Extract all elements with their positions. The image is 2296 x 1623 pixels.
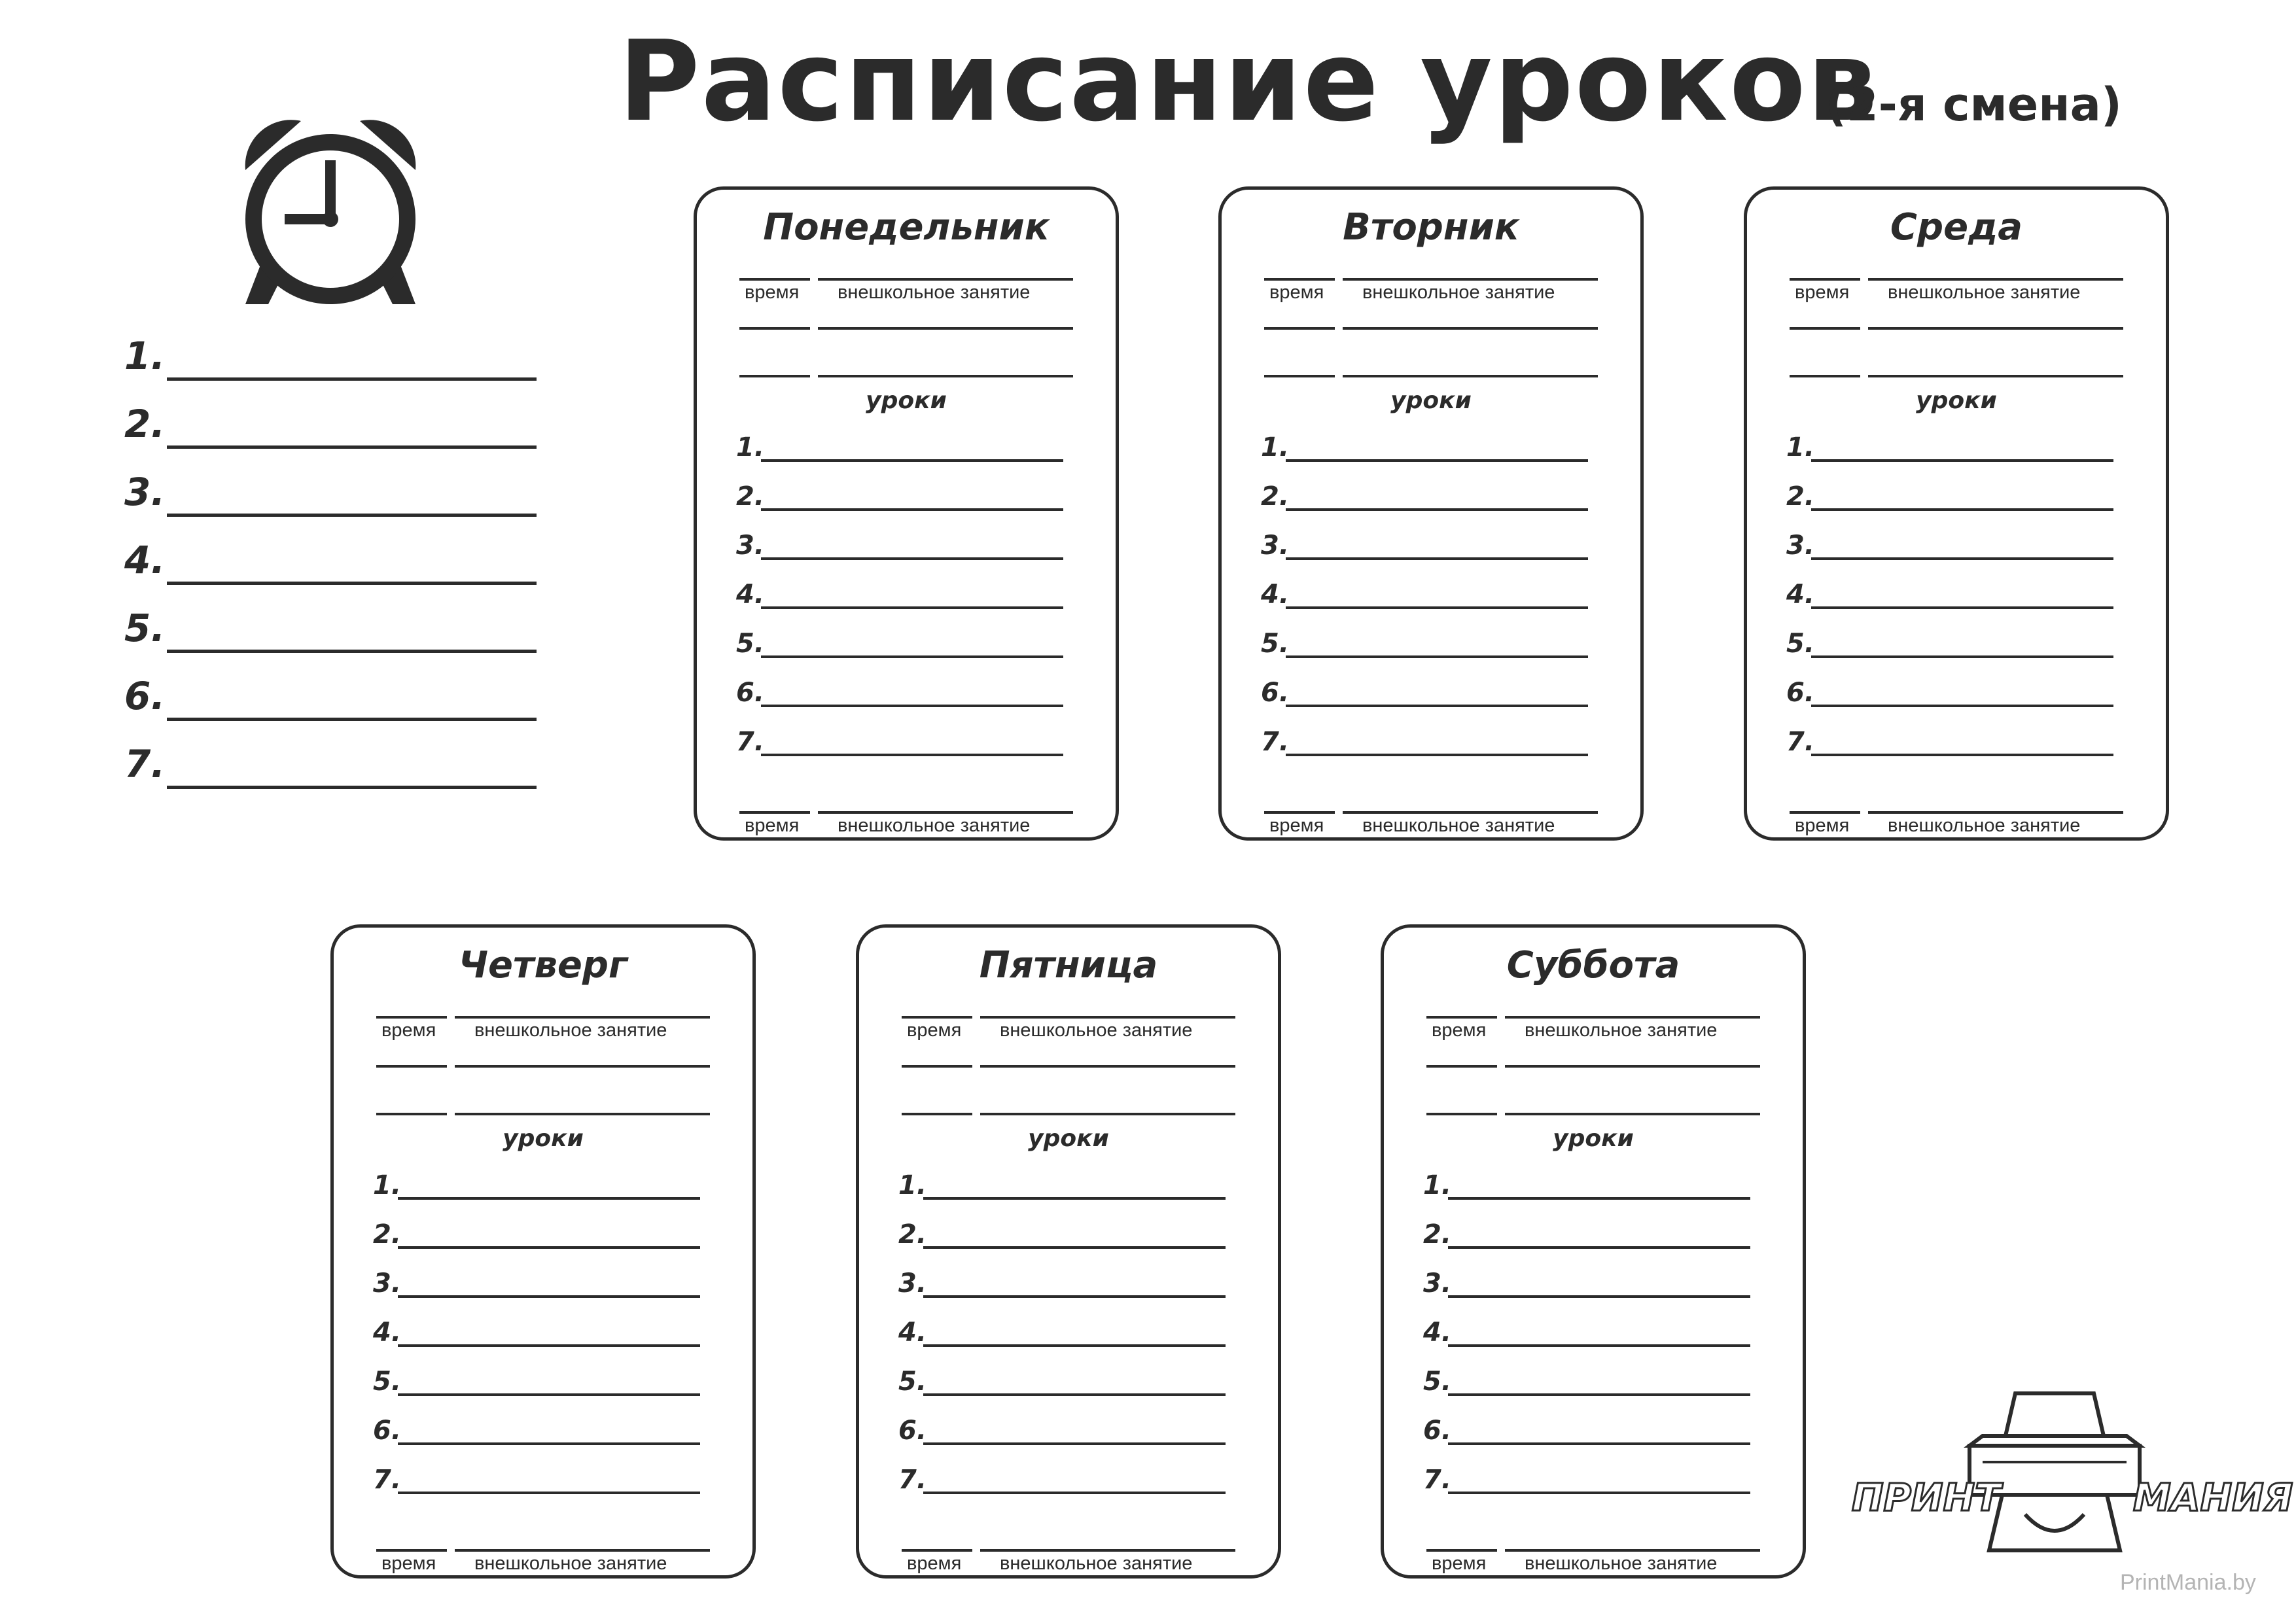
lesson-row xyxy=(1786,481,2133,520)
lesson-row xyxy=(1786,726,2133,765)
lesson-field[interactable] xyxy=(1448,1344,1750,1347)
time-label: время xyxy=(907,1020,962,1041)
lesson-field[interactable] xyxy=(1811,508,2113,511)
lesson-number: 1. xyxy=(1261,432,1290,462)
activity-header-bottom xyxy=(1790,811,2130,837)
lesson-number: 7. xyxy=(1261,727,1290,757)
time-field[interactable] xyxy=(1426,1065,1497,1068)
activity-label: внешкольное занятие xyxy=(1000,1020,1193,1041)
lesson-row xyxy=(898,1170,1245,1209)
lesson-number: 1. xyxy=(1423,1170,1452,1200)
activity-field[interactable] xyxy=(818,375,1073,377)
lesson-field[interactable] xyxy=(1448,1246,1750,1249)
activity-header-bottom xyxy=(1264,811,1604,837)
activity-label: внешкольное занятие xyxy=(838,815,1031,836)
time-line[interactable] xyxy=(739,278,810,281)
day-card-tuesday xyxy=(1218,186,1644,841)
lesson-row xyxy=(1786,530,2133,569)
activity-header-top xyxy=(739,278,1080,304)
activity-header-top xyxy=(1426,1016,1767,1042)
time-label: время xyxy=(1269,282,1324,303)
bell-row xyxy=(124,534,543,602)
lesson-field[interactable] xyxy=(761,508,1063,511)
activity-entry-row xyxy=(902,1113,1242,1117)
activity-header-top xyxy=(902,1016,1242,1042)
lesson-row xyxy=(1423,1317,1770,1356)
lesson-field[interactable] xyxy=(761,459,1063,462)
lesson-row xyxy=(1423,1170,1770,1209)
lesson-row xyxy=(1261,677,1608,716)
lesson-field[interactable] xyxy=(923,1295,1226,1298)
lesson-field[interactable] xyxy=(398,1492,700,1494)
lesson-number: 2. xyxy=(1786,481,1815,512)
lesson-row xyxy=(1786,432,2133,471)
lesson-number: 3. xyxy=(1786,531,1815,561)
lesson-number: 6. xyxy=(1423,1416,1452,1446)
day-card-saturday xyxy=(1381,924,1806,1579)
bell-row-number: 1. xyxy=(124,334,166,378)
lesson-field[interactable] xyxy=(761,557,1063,560)
bell-schedule xyxy=(124,330,543,807)
bell-time-field[interactable] xyxy=(167,650,537,653)
lesson-row xyxy=(373,1219,720,1258)
activity-entry-row xyxy=(739,375,1080,379)
time-line[interactable] xyxy=(902,1016,972,1019)
activity-label: внешкольное занятие xyxy=(1362,815,1555,836)
time-field[interactable] xyxy=(1264,327,1335,330)
lesson-field[interactable] xyxy=(761,655,1063,658)
bell-row xyxy=(124,602,543,671)
activity-field[interactable] xyxy=(818,327,1073,330)
page-title: Расписание уроков xyxy=(618,17,1879,147)
lesson-row xyxy=(736,481,1083,520)
lesson-row xyxy=(1261,579,1608,618)
activity-header-bottom xyxy=(902,1549,1242,1575)
activity-line[interactable] xyxy=(818,278,1073,281)
lesson-row xyxy=(1423,1415,1770,1454)
lesson-number: 7. xyxy=(898,1465,927,1495)
activity-field[interactable] xyxy=(980,1113,1235,1115)
activity-line[interactable] xyxy=(1343,811,1598,814)
bell-time-field[interactable] xyxy=(167,377,537,381)
lesson-number: 1. xyxy=(373,1170,402,1200)
lesson-field[interactable] xyxy=(1448,1492,1750,1494)
lesson-row xyxy=(1261,726,1608,765)
time-field[interactable] xyxy=(376,1065,447,1068)
time-label: время xyxy=(1432,1020,1487,1041)
lesson-number: 3. xyxy=(1423,1268,1452,1299)
lesson-number: 5. xyxy=(898,1367,927,1397)
lesson-row xyxy=(736,579,1083,618)
time-field[interactable] xyxy=(739,327,810,330)
lesson-number: 5. xyxy=(736,629,765,659)
lesson-row xyxy=(736,432,1083,471)
day-title: Среда xyxy=(1890,206,2023,249)
watermark: PrintMania.by xyxy=(2120,1570,2256,1595)
alarm-clock-icon xyxy=(232,108,429,317)
time-label: время xyxy=(1795,282,1850,303)
lesson-field[interactable] xyxy=(398,1344,700,1347)
bell-time-field[interactable] xyxy=(167,582,537,585)
bell-row xyxy=(124,466,543,534)
time-field[interactable] xyxy=(739,375,810,377)
lesson-row xyxy=(736,677,1083,716)
bell-row-number: 6. xyxy=(124,674,166,718)
lesson-field[interactable] xyxy=(1811,655,2113,658)
lesson-number: 7. xyxy=(373,1465,402,1495)
time-line[interactable] xyxy=(376,1549,447,1552)
lesson-row xyxy=(373,1366,720,1405)
activity-label: внешкольное занятие xyxy=(1000,1553,1193,1574)
day-title: Пятница xyxy=(979,944,1158,986)
lesson-number: 3. xyxy=(736,531,765,561)
lesson-field[interactable] xyxy=(1448,1197,1750,1200)
lesson-number: 5. xyxy=(1423,1367,1452,1397)
logo-text-right: МАНИЯ xyxy=(2133,1475,2293,1520)
activity-header-top xyxy=(1790,278,2130,304)
bell-time-field[interactable] xyxy=(167,445,537,449)
activity-label: внешкольное занятие xyxy=(1888,282,2081,303)
time-line[interactable] xyxy=(1264,278,1335,281)
lessons-label: уроки xyxy=(1390,387,1472,414)
lesson-row xyxy=(1261,432,1608,471)
lessons-label: уроки xyxy=(1028,1125,1109,1152)
time-field[interactable] xyxy=(1790,375,1860,377)
lesson-number: 2. xyxy=(1261,481,1290,512)
lesson-row xyxy=(898,1366,1245,1405)
lesson-number: 4. xyxy=(898,1318,927,1348)
time-label: время xyxy=(745,282,800,303)
lessons-label: уроки xyxy=(866,387,947,414)
lesson-row xyxy=(1423,1366,1770,1405)
lesson-row xyxy=(898,1317,1245,1356)
lesson-number: 6. xyxy=(736,678,765,708)
lesson-row xyxy=(1786,579,2133,618)
lesson-number: 4. xyxy=(1261,580,1290,610)
lesson-number: 3. xyxy=(898,1268,927,1299)
activity-entry-row xyxy=(902,1065,1242,1069)
lesson-field[interactable] xyxy=(1448,1295,1750,1298)
lesson-field[interactable] xyxy=(761,705,1063,707)
lesson-field[interactable] xyxy=(1811,557,2113,560)
logo-text-left: ПРИНТ xyxy=(1852,1475,2001,1520)
activity-line[interactable] xyxy=(455,1016,710,1019)
lesson-field[interactable] xyxy=(1811,459,2113,462)
lesson-row xyxy=(736,628,1083,667)
lesson-number: 7. xyxy=(1786,727,1815,757)
lesson-field[interactable] xyxy=(1286,754,1588,756)
lesson-row xyxy=(1786,628,2133,667)
time-label: время xyxy=(745,815,800,836)
bell-row xyxy=(124,398,543,466)
lesson-field[interactable] xyxy=(398,1393,700,1396)
time-field[interactable] xyxy=(1264,375,1335,377)
activity-entry-row xyxy=(376,1065,716,1069)
time-field[interactable] xyxy=(1790,327,1860,330)
lesson-row xyxy=(373,1317,720,1356)
lesson-number: 6. xyxy=(898,1416,927,1446)
lesson-row xyxy=(373,1170,720,1209)
lesson-row xyxy=(1423,1268,1770,1307)
activity-header-bottom xyxy=(1426,1549,1767,1575)
bell-row xyxy=(124,739,543,807)
time-field[interactable] xyxy=(1426,1113,1497,1115)
time-label: время xyxy=(1269,815,1324,836)
bell-time-field[interactable] xyxy=(167,786,537,789)
activity-line[interactable] xyxy=(980,1549,1235,1552)
activity-entry-row xyxy=(1790,327,2130,331)
lesson-number: 6. xyxy=(1261,678,1290,708)
time-line[interactable] xyxy=(1426,1016,1497,1019)
lesson-field[interactable] xyxy=(923,1246,1226,1249)
activity-field[interactable] xyxy=(455,1113,710,1115)
activity-header-top xyxy=(376,1016,716,1042)
activity-field[interactable] xyxy=(455,1065,710,1068)
activity-entry-row xyxy=(739,327,1080,331)
activity-field[interactable] xyxy=(980,1065,1235,1068)
lesson-field[interactable] xyxy=(1286,557,1588,560)
time-label: время xyxy=(907,1553,962,1574)
lessons-label: уроки xyxy=(503,1125,584,1152)
lesson-row xyxy=(1261,481,1608,520)
lesson-row xyxy=(1423,1219,1770,1258)
bell-row xyxy=(124,330,543,398)
lesson-number: 2. xyxy=(1423,1219,1452,1249)
lesson-row xyxy=(1261,530,1608,569)
activity-entry-row xyxy=(1264,375,1604,379)
time-field[interactable] xyxy=(902,1113,972,1115)
lesson-number: 6. xyxy=(373,1416,402,1446)
day-card-wednesday xyxy=(1744,186,2169,841)
time-field[interactable] xyxy=(902,1065,972,1068)
lesson-field[interactable] xyxy=(398,1295,700,1298)
activity-entry-row xyxy=(1790,375,2130,379)
activity-field[interactable] xyxy=(1343,327,1598,330)
lesson-row xyxy=(1261,628,1608,667)
lesson-row xyxy=(898,1464,1245,1503)
lesson-field[interactable] xyxy=(1286,459,1588,462)
day-card-friday xyxy=(856,924,1281,1579)
lesson-number: 4. xyxy=(373,1318,402,1348)
time-label: время xyxy=(381,1020,436,1041)
time-field[interactable] xyxy=(376,1113,447,1115)
activity-entry-row xyxy=(376,1113,716,1117)
lesson-row xyxy=(373,1268,720,1307)
lesson-field[interactable] xyxy=(761,754,1063,756)
time-label: время xyxy=(381,1553,436,1574)
activity-header-bottom xyxy=(376,1549,716,1575)
lesson-field[interactable] xyxy=(1448,1442,1750,1445)
time-line[interactable] xyxy=(1426,1549,1497,1552)
activity-line[interactable] xyxy=(1868,811,2123,814)
lesson-number: 6. xyxy=(1786,678,1815,708)
bell-row-number: 7. xyxy=(124,742,166,786)
time-line[interactable] xyxy=(376,1016,447,1019)
lesson-number: 4. xyxy=(1786,580,1815,610)
printmania-logo xyxy=(1852,1387,2293,1583)
activity-field[interactable] xyxy=(1505,1065,1760,1068)
activity-label: внешкольное занятие xyxy=(1362,282,1555,303)
lesson-row xyxy=(1786,677,2133,716)
activity-field[interactable] xyxy=(1505,1113,1760,1115)
day-title: Четверг xyxy=(458,944,628,986)
day-title: Вторник xyxy=(1343,206,1519,249)
lesson-field[interactable] xyxy=(1811,754,2113,756)
activity-entry-row xyxy=(1426,1113,1767,1117)
lesson-field[interactable] xyxy=(923,1393,1226,1396)
lesson-number: 2. xyxy=(736,481,765,512)
lesson-row xyxy=(898,1219,1245,1258)
lesson-number: 5. xyxy=(1261,629,1290,659)
activity-label: внешкольное занятие xyxy=(1525,1553,1718,1574)
bell-time-field[interactable] xyxy=(167,718,537,721)
activity-line[interactable] xyxy=(455,1549,710,1552)
activity-line[interactable] xyxy=(1505,1016,1760,1019)
day-title: Суббота xyxy=(1506,944,1680,986)
lesson-row xyxy=(898,1415,1245,1454)
activity-line[interactable] xyxy=(1868,278,2123,281)
activity-line[interactable] xyxy=(1505,1549,1760,1552)
lessons-label: уроки xyxy=(1916,387,1997,414)
activity-field[interactable] xyxy=(1343,375,1598,377)
lesson-field[interactable] xyxy=(1286,705,1588,707)
lessons-label: уроки xyxy=(1553,1125,1634,1152)
lesson-field[interactable] xyxy=(923,1344,1226,1347)
activity-entry-row xyxy=(1264,327,1604,331)
lesson-field[interactable] xyxy=(761,606,1063,609)
bell-row-number: 4. xyxy=(124,538,166,582)
activity-field[interactable] xyxy=(1868,375,2123,377)
lesson-number: 4. xyxy=(736,580,765,610)
lesson-number: 2. xyxy=(898,1219,927,1249)
lesson-number: 1. xyxy=(736,432,765,462)
activity-field[interactable] xyxy=(1868,327,2123,330)
lesson-number: 4. xyxy=(1423,1318,1452,1348)
activity-entry-row xyxy=(1426,1065,1767,1069)
lesson-field[interactable] xyxy=(398,1197,700,1200)
lesson-field[interactable] xyxy=(1811,705,2113,707)
lesson-number: 1. xyxy=(898,1170,927,1200)
lesson-row xyxy=(1423,1464,1770,1503)
activity-header-bottom xyxy=(739,811,1080,837)
lesson-row xyxy=(898,1268,1245,1307)
activity-label: внешкольное занятие xyxy=(1525,1020,1718,1041)
lesson-row xyxy=(373,1464,720,1503)
lesson-number: 7. xyxy=(736,727,765,757)
activity-line[interactable] xyxy=(980,1016,1235,1019)
time-line[interactable] xyxy=(1790,278,1860,281)
time-line[interactable] xyxy=(902,1549,972,1552)
lesson-field[interactable] xyxy=(398,1442,700,1445)
bell-row-number: 5. xyxy=(124,606,166,650)
lesson-field[interactable] xyxy=(398,1246,700,1249)
bell-row-number: 3. xyxy=(124,470,166,514)
activity-label: внешкольное занятие xyxy=(474,1553,667,1574)
lesson-number: 5. xyxy=(1786,629,1815,659)
lesson-row xyxy=(736,726,1083,765)
lesson-row xyxy=(373,1415,720,1454)
bell-row-number: 2. xyxy=(124,402,166,446)
lesson-field[interactable] xyxy=(1286,655,1588,658)
time-line[interactable] xyxy=(1790,811,1860,814)
bell-time-field[interactable] xyxy=(167,514,537,517)
activity-label: внешкольное занятие xyxy=(838,282,1031,303)
activity-label: внешкольное занятие xyxy=(1888,815,2081,836)
page-subtitle: (2-я смена) xyxy=(1826,78,2122,131)
lesson-field[interactable] xyxy=(1448,1393,1750,1396)
day-title: Понедельник xyxy=(763,206,1050,249)
day-card-monday xyxy=(694,186,1119,841)
lesson-number: 3. xyxy=(373,1268,402,1299)
lesson-field[interactable] xyxy=(1811,606,2113,609)
activity-line[interactable] xyxy=(1343,278,1598,281)
lesson-field[interactable] xyxy=(923,1197,1226,1200)
time-label: время xyxy=(1432,1553,1487,1574)
activity-label: внешкольное занятие xyxy=(474,1020,667,1041)
lesson-field[interactable] xyxy=(923,1492,1226,1494)
time-line[interactable] xyxy=(739,811,810,814)
lesson-number: 3. xyxy=(1261,531,1290,561)
day-card-thursday xyxy=(330,924,756,1579)
lesson-field[interactable] xyxy=(1286,606,1588,609)
activity-header-top xyxy=(1264,278,1604,304)
lesson-field[interactable] xyxy=(1286,508,1588,511)
lesson-number: 1. xyxy=(1786,432,1815,462)
lesson-field[interactable] xyxy=(923,1442,1226,1445)
lesson-row xyxy=(736,530,1083,569)
lesson-number: 5. xyxy=(373,1367,402,1397)
time-label: время xyxy=(1795,815,1850,836)
time-line[interactable] xyxy=(1264,811,1335,814)
activity-line[interactable] xyxy=(818,811,1073,814)
lesson-number: 7. xyxy=(1423,1465,1452,1495)
lesson-number: 2. xyxy=(373,1219,402,1249)
bell-row xyxy=(124,671,543,739)
